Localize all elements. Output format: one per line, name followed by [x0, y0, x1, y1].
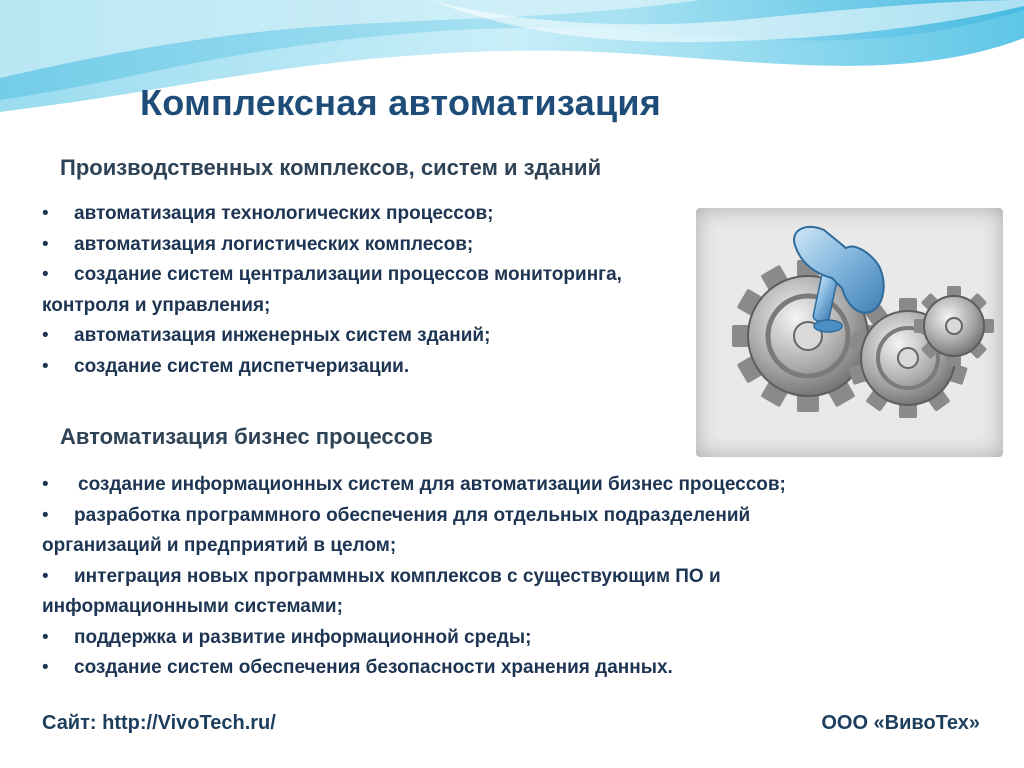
list-item: • интеграция новых программных комплексов с существующим ПО и информационными системами;: [42, 562, 942, 623]
gears-with-key-icon: [696, 208, 1003, 457]
footer-site-link[interactable]: Сайт: http://VivoTech.ru/: [42, 712, 276, 734]
list-item: • автоматизация логистических комплесов;: [42, 230, 732, 261]
footer-company-name: ООО «ВивоТех»: [821, 712, 980, 734]
section-heading-business: Автоматизация бизнес процессов: [60, 424, 433, 449]
list-item: • создание систем централизации процессов мониторинга, контроля и управления;: [42, 260, 732, 321]
business-automation-list: [42, 470, 942, 684]
slide-title: Комплексная автоматизация: [140, 82, 662, 123]
list-item: • автоматизация инженерных систем зданий;: [42, 321, 732, 352]
section-heading-production: Производственных комплексов, систем и зданий: [60, 155, 602, 180]
list-item: • создание систем обеспечения безопасности хранения данных.: [42, 653, 942, 684]
list-item: • автоматизация технологических процессов;: [42, 199, 732, 230]
list-item: • создание систем диспетчеризации.: [42, 352, 732, 383]
production-automation-list: [42, 199, 732, 382]
list-item: • разработка программного обеспечения для отдельных подразделений организаций и предприятий в целом;: [42, 501, 942, 562]
list-item: • поддержка и развитие информационной среды;: [42, 623, 942, 654]
list-item: • создание информационных систем для автоматизации бизнес процессов;: [42, 470, 942, 501]
